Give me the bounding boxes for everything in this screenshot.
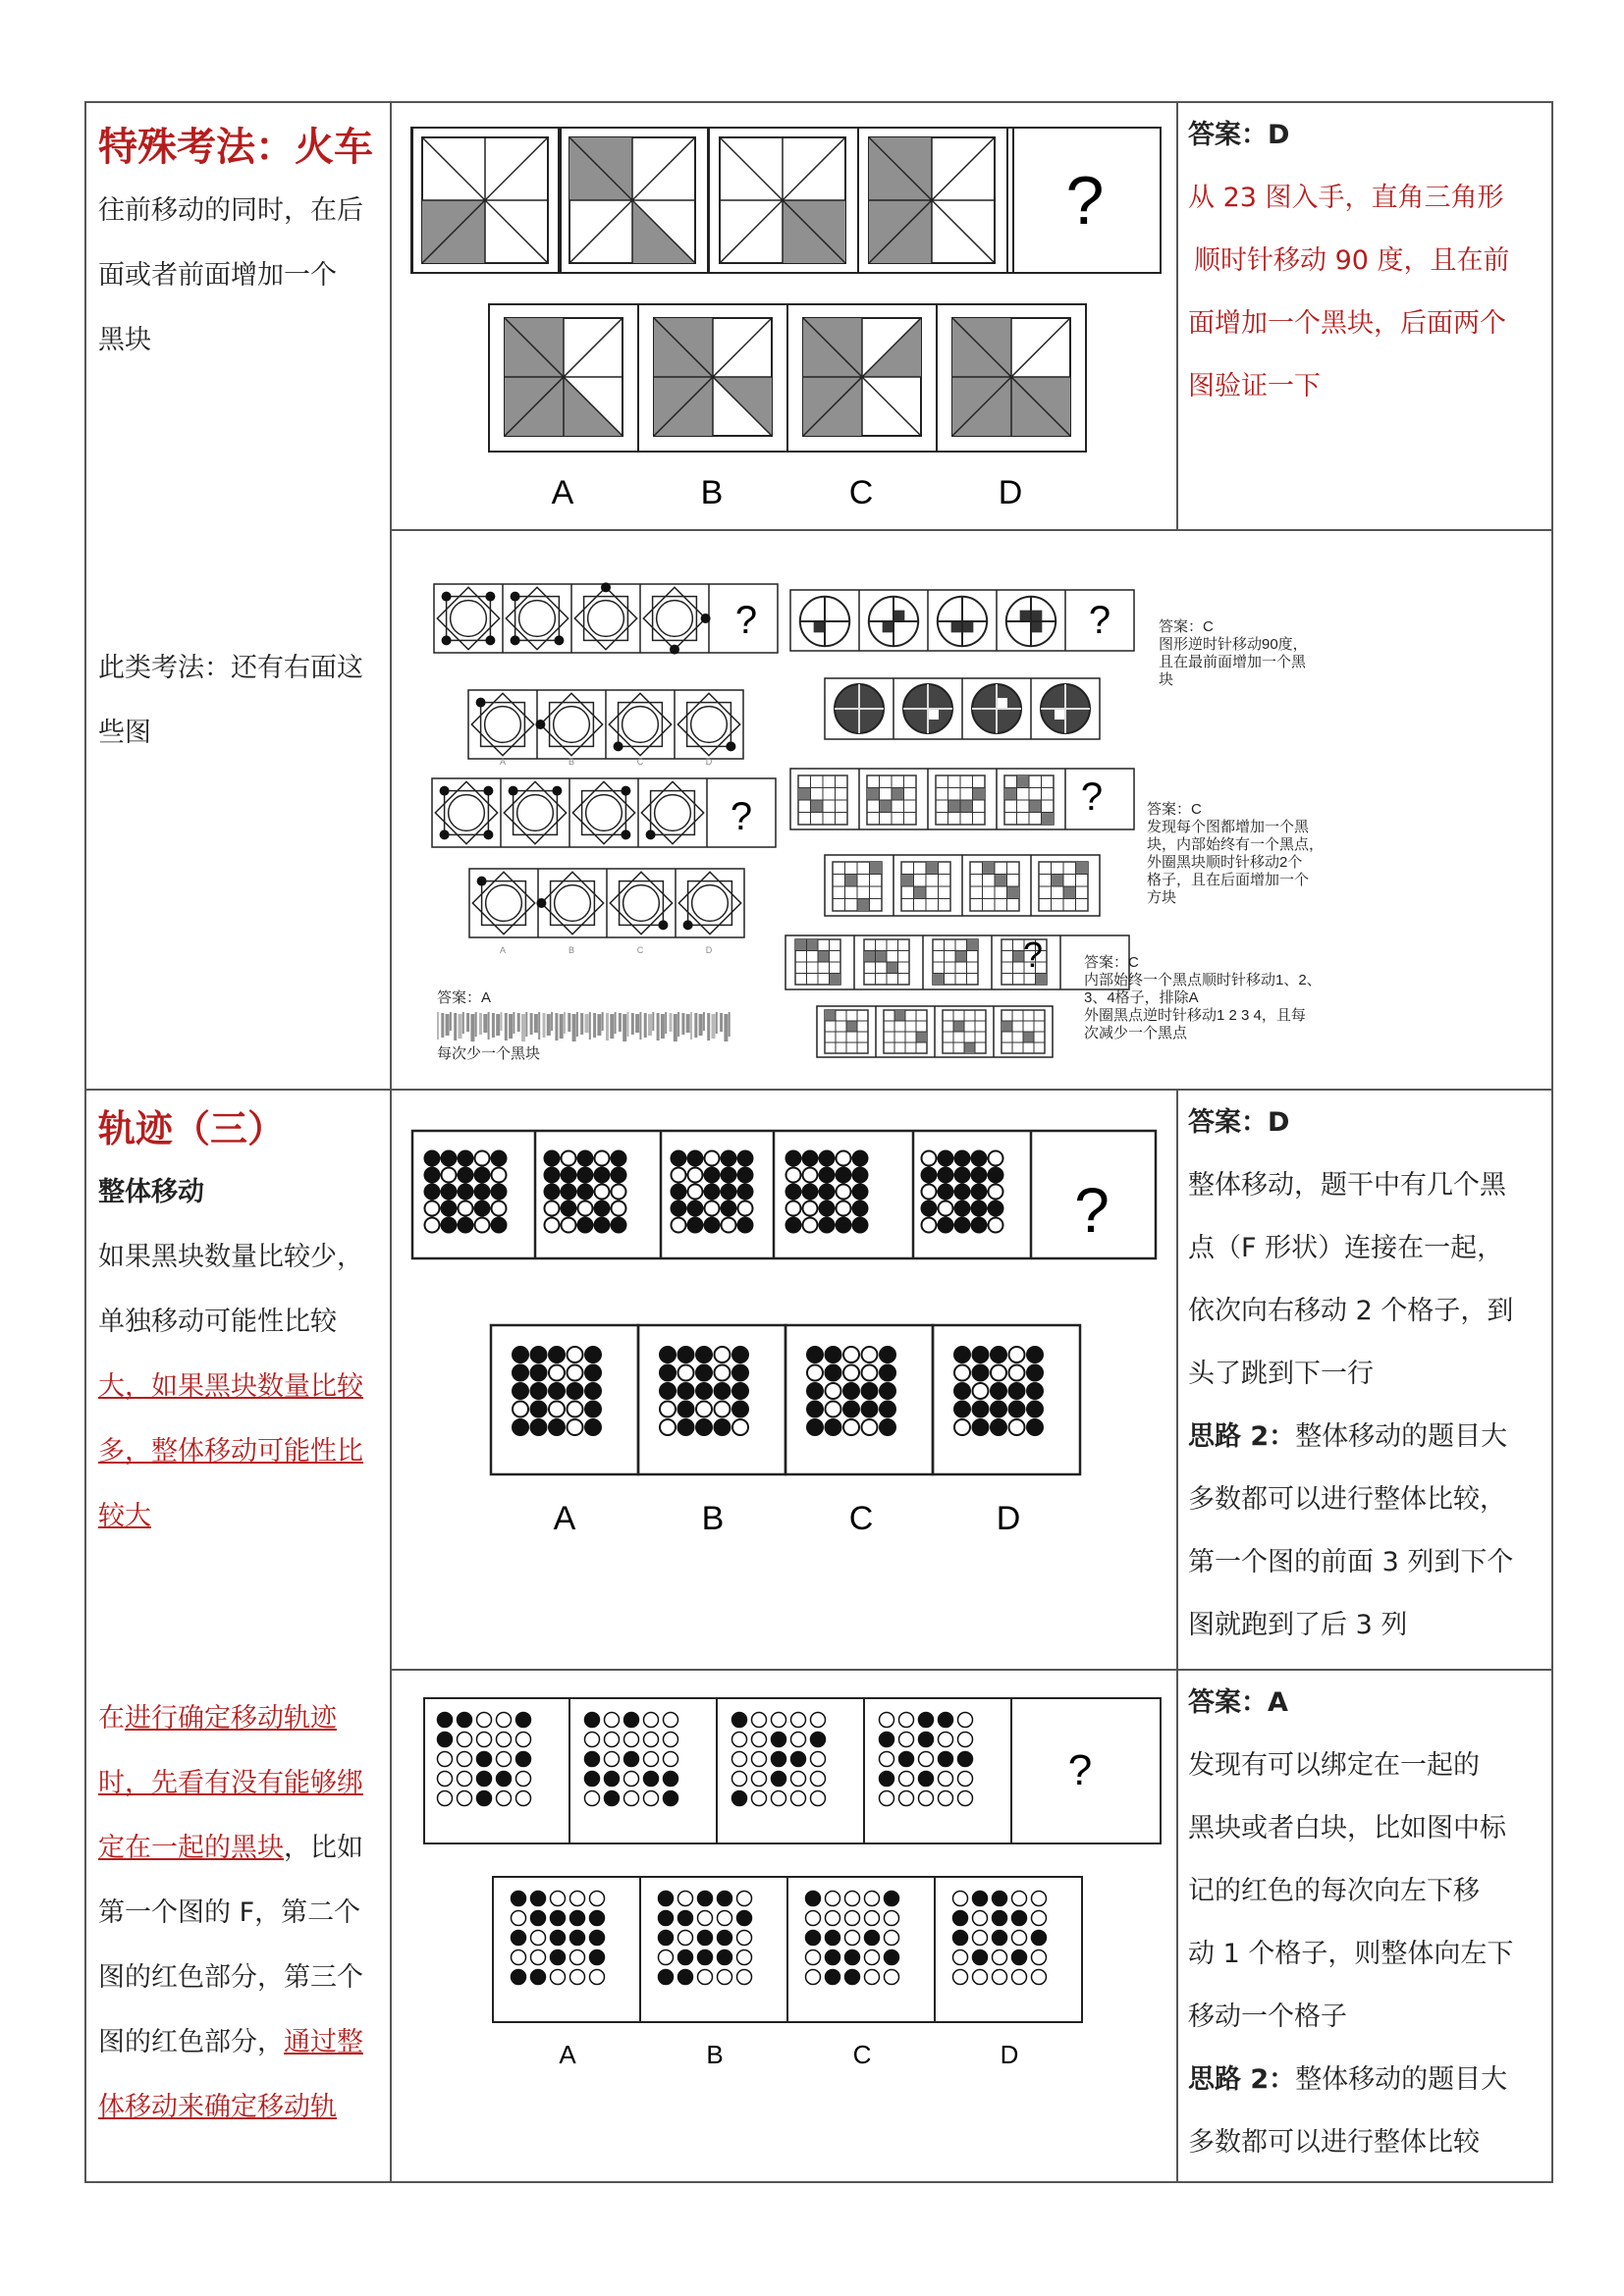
collage-octagon-figure [677,693,739,755]
collage-answer-4-line: 3、4格子，排除A [1084,989,1199,1006]
puzzle4-answer-cell [1188,1672,1551,2174]
puzzle3-explanation-line: 点（F 形状）连接在一起， [1188,1233,1504,1263]
puzzle3-figure-3 [672,1151,753,1233]
collage-opt-letter: C [636,757,644,767]
collage-grid-figure [884,1010,927,1053]
collage-grid-figure [798,775,847,825]
puzzle4-option-a [512,1892,605,1985]
collage-answer-2-line: 答案：C [1159,618,1214,635]
puzzle3-figure-5 [922,1151,1003,1233]
puzzle3-option-b [660,1347,748,1435]
puzzle3-answer-cell [1188,1092,1551,1657]
collage-grid-figure [1039,862,1088,911]
collage-grid-figure [901,862,950,911]
collage-octagon-figure [504,781,566,843]
section1-note-line: 些图 [98,718,151,748]
puzzle1-option-b [654,318,772,436]
puzzle4-explanation-line: 黑块或者白块，比如图中标 [1188,1813,1506,1843]
note-segment: 进行确定移动轨迹 [125,1703,337,1734]
note-segment: 体移动来确定移动轨 [98,2092,337,2122]
puzzle4-explanation-line: 移动一个格子 [1188,2002,1347,2032]
section1-desc-line: 面或者前面增加一个 [98,260,337,291]
collage-quadrant-circle [972,684,1021,733]
collage-quadrant-circle [1041,684,1090,733]
puzzle4-option-c [806,1892,899,1985]
puzzle1-figure-3 [720,137,845,263]
puzzle4-figure-4 [880,1713,973,1806]
note-segment: 通过整 [284,2027,363,2057]
section2-note-line [98,2010,383,2075]
collage-quadrant-circle [800,597,849,646]
puzzle1-explanation-line: 面增加一个黑块，后面两个 [1188,308,1506,339]
puzzle3-explanation-line: 依次向右移动 2 个格子，到 [1188,1296,1514,1326]
collage-q-mark: ? [1080,775,1104,819]
note-segment: 在 [98,1703,125,1734]
section2-subtitle: 整体移动 [98,1177,204,1207]
puzzle3-row-frame [412,1131,1156,1258]
collage-grid-figure [825,1010,868,1053]
collage-answer-1-line: 每次少一个黑块 [437,1045,541,1062]
collage-q-mark: ? [1022,934,1044,975]
puzzle3-explanation-line: 头了跳到下一行 [1188,1359,1374,1389]
collage-answer-2-line: 图形逆时针移动90度， [1159,636,1308,653]
collage-octagon-figure [678,872,740,934]
puzzle3-option-frame [638,1325,785,1474]
puzzle1-answer: 答案：D [1188,120,1290,150]
puzzle3-figure [403,1129,1168,1541]
section2-cell [98,1097,383,1549]
section2-note-line [98,2075,383,2140]
puzzle3-option-frame [491,1325,638,1474]
collage-opt-letter: B [568,945,575,955]
puzzle3-figure-1 [425,1151,507,1233]
puzzle3-question-mark: ? [1074,1175,1110,1246]
puzzle1-question-mark: ? [1065,162,1105,239]
puzzle1-figure-4 [869,137,995,263]
note-segment: 第一个图的 F，第二个 [98,1897,361,1928]
section2-note-line [98,1751,383,1816]
puzzle1-question-row [411,128,1161,273]
section2-note-line [98,1946,383,2010]
puzzle3-idea-line: 多数都可以进行整体比较， [1188,1484,1506,1515]
puzzle3-idea: 思路 2：整体移动的题目大 [1188,1421,1508,1452]
collage-octagon-figure [472,872,534,934]
section2-note-line [98,1881,383,1946]
section1-note-line: 此类考法：还有右面这 [98,653,363,683]
collage-answer-4-line: 次减少一个黑点 [1084,1025,1188,1041]
puzzle1-figure-1 [422,137,548,263]
table-col-divider [390,101,392,2183]
puzzle4-explanation-line: 发现有可以绑定在一起的 [1188,1750,1480,1781]
collage-grid-figure [833,862,882,911]
collage-answer-4-line: 外圈黑点逆时针移动1 2 3 4，且每 [1084,1007,1306,1024]
puzzle1-answer-cell [1188,104,1551,418]
collage-grid-figure [970,862,1019,911]
note-segment: 定在一起的黑块 [98,1833,284,1863]
table-divider [390,1669,1553,1671]
table-border-right [1551,101,1553,2183]
collage-grid-figure [1001,1010,1045,1053]
puzzle1-option-label-d: D [998,474,1023,511]
section2-desc-line: 单独移动可能性比较 [98,1307,337,1337]
collage-opt-letter: C [636,945,644,955]
note-segment: 图的红色部分， [98,2027,284,2057]
collage-octagon-figure [641,781,703,843]
puzzle3-option-d [954,1347,1043,1435]
collage-grid-figure [943,1010,986,1053]
puzzle1-option-label-c: C [848,474,874,511]
table-border-top [84,101,1553,103]
puzzle1-explanation-line: 从 23 图入手，直角三角形 [1188,183,1504,213]
puzzle4-figure [403,1690,1168,2083]
table-divider [390,529,1553,531]
section2-desc-red-line: 大，如果黑块数量比较 [98,1371,363,1402]
puzzle1-explanation-line: 顺时针移动 90 度，且在前 [1194,245,1510,276]
puzzle3-figure-4 [786,1151,868,1233]
section2-desc-red-line: 较大 [98,1501,151,1531]
note-segment: ，比如 [284,1833,363,1863]
collage-q-mark: ? [730,795,753,838]
section1-desc-line: 往前移动的同时，在后 [98,195,363,226]
collage-opt-letter: D [705,945,713,955]
collage-grid-figure [936,775,985,825]
collage-quadrant-circle [835,684,884,733]
puzzle4-answer: 答案：A [1188,1687,1288,1718]
collage-opt-letter: A [499,945,507,955]
collage-quadrant-circle [903,684,952,733]
puzzle3-answer: 答案：D [1188,1107,1290,1138]
puzzle3-option-label-a: A [553,1500,576,1537]
section2-note-line [98,1816,383,1881]
section1-desc-line: 黑块 [98,325,151,355]
collage-answer-1: 答案：A [437,989,492,1006]
puzzle1-option-d [952,318,1070,436]
puzzle1-option-label-b: B [700,474,724,511]
puzzle1-option-a [505,318,623,436]
puzzle3-option-label-b: B [701,1500,725,1537]
puzzle4-option-label-a: A [559,2040,576,2069]
collage-octagon-figure [506,587,568,649]
puzzle3-idea-line: 第一个图的前面 3 列到下个 [1188,1547,1514,1577]
table-col-divider [1176,1089,1178,2181]
puzzle1-option-label-a: A [551,474,574,511]
puzzle4-idea-line: 多数都可以进行整体比较 [1188,2127,1480,2158]
collage-answer-3-line: 外圈黑块顺时针移动2个 [1147,854,1303,871]
puzzle1-option-c [803,318,921,436]
section2-desc-line: 如果黑块数量比较少， [98,1242,363,1272]
puzzle1-options-row [489,304,1086,452]
puzzle3-figure-2 [545,1151,626,1233]
table-border-left [84,101,86,2183]
section2-title: 轨迹（三） [98,1107,286,1150]
note-segment: 时，先看有没有能够绑 [98,1768,363,1798]
puzzle1-figure [403,116,1168,518]
collage-answer-3-line: 块，内部始终有一个黑点， [1147,836,1325,853]
section2-desc-red-line: 多，整体移动可能性比 [98,1436,363,1467]
puzzle4-idea: 思路 2：整体移动的题目大 [1188,2064,1508,2095]
section1-title: 特殊考法：火车 [98,125,373,170]
collage-grid-figure [1004,775,1054,825]
collage-answer-4-line: 内部始终一个黑点顺时针移动1、2、 [1084,972,1322,988]
collage-octagon-figure [435,781,497,843]
puzzle4-option-b [659,1892,752,1985]
section2-note [98,1686,383,2140]
collage-octagon-figure [610,872,672,934]
puzzle4-option-d [953,1892,1047,1985]
collage-q-mark: ? [1088,599,1111,642]
collage-answer-3-line: 发现每个图都增加一个黑 [1147,819,1310,835]
collage-opt-letter: D [705,757,713,767]
collage-grid-figure [795,939,840,985]
collage-answer-2-line: 且在最前面增加一个黑 [1159,654,1307,670]
puzzle4-explanation-line: 记的红色的每次向左下移 [1188,1876,1480,1906]
puzzle4-figure-3 [732,1713,826,1806]
note-segment: 图的红色部分，第三个 [98,1962,363,1993]
collage-quadrant-circle [869,597,918,646]
collage-q-mark: ? [734,599,758,642]
table-col-divider [1176,101,1178,529]
collage-grid-figure [933,939,978,985]
puzzle4-option-label-b: B [706,2040,724,2069]
puzzle3-option-frame [785,1325,933,1474]
section2-note-line [98,1686,383,1751]
table-divider [84,1089,1553,1091]
puzzle3-idea-line: 图就跑到了后 3 列 [1188,1610,1408,1640]
examples-collage [393,533,1549,1086]
puzzle4-figure-1 [438,1713,531,1806]
puzzle4-question-mark: ? [1067,1746,1093,1794]
puzzle3-option-label-d: D [996,1500,1021,1537]
collage-answer-2-line: 块 [1159,671,1174,688]
collage-answer-4-line: 答案：C [1084,954,1139,971]
puzzle3-option-frame [933,1325,1080,1474]
collage-octagon-figure [471,693,533,755]
collage-grid-figure [864,939,909,985]
collage-answer-3-line: 方块 [1147,889,1177,906]
puzzle3-option-label-c: C [848,1500,874,1537]
section1-note [98,636,383,766]
puzzle4-option-label-d: D [1000,2040,1019,2069]
collage-opt-letter: A [499,757,507,767]
puzzle4-figure-2 [585,1713,678,1806]
puzzle1-figure-2 [569,137,695,263]
collage-grid-figure [867,775,916,825]
puzzle1-explanation-line: 图验证一下 [1188,371,1321,401]
puzzle4-explanation-line: 动 1 个格子，则整体向左下 [1188,1939,1514,1969]
collage-quadrant-circle [1006,597,1056,646]
table-border-bottom [84,2181,1553,2183]
puzzle3-option-a [513,1347,601,1435]
collage-answer-3-line: 答案：C [1147,801,1202,818]
puzzle3-option-c [807,1347,895,1435]
puzzle4-option-label-c: C [852,2040,872,2069]
collage-octagon-figure [437,587,499,649]
collage-octagon-figure [572,781,634,843]
collage-answer-3-line: 格子，且在后面增加一个 [1147,872,1310,888]
puzzle3-explanation-line: 整体移动，题干中有几个黑 [1188,1170,1506,1201]
collage-octagon-figure [609,693,671,755]
collage-quadrant-circle [938,597,987,646]
collage-opt-letter: B [568,757,575,767]
section1-cell [98,116,383,373]
